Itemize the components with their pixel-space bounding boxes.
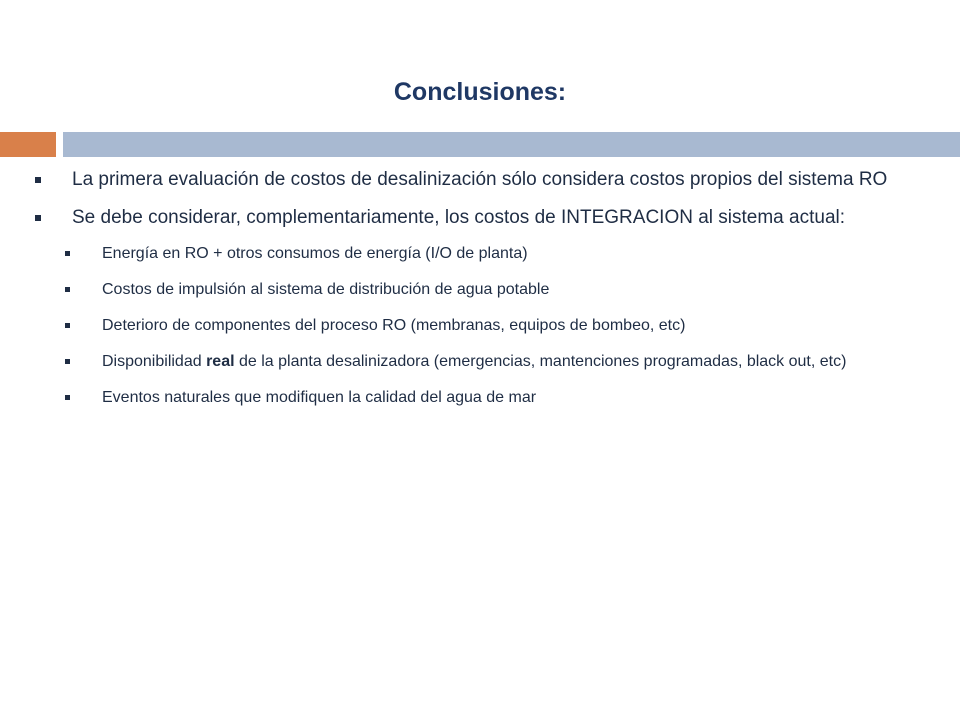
bullet-list xyxy=(32,166,918,422)
square-bullet-icon xyxy=(35,177,41,183)
bullet-text: La primera evaluación de costos de desalinización sólo considera costos propios del sistema RO xyxy=(72,169,888,190)
square-bullet-icon xyxy=(65,287,70,292)
square-bullet-icon xyxy=(65,395,70,400)
sub-bullet-item xyxy=(32,386,918,409)
bullet-item xyxy=(32,166,918,193)
square-bullet-icon xyxy=(65,323,70,328)
slide-title: Conclusiones: xyxy=(393,78,567,106)
bullet-text: Se debe considerar, complementariamente, los costos de INTEGRACION al sistema actual: xyxy=(72,207,846,228)
sub-bullet-text-after: de la planta desalinizadora (emergencias, mantenciones programadas, black out, etc) xyxy=(234,353,847,370)
sub-bullet-text-bold: real xyxy=(206,353,235,370)
sub-bullet-item xyxy=(32,278,918,301)
sub-bullet-item xyxy=(32,350,918,373)
sub-bullet-text: Costos de impulsión al sistema de distribución de agua potable xyxy=(102,281,550,298)
accent-bar-blue xyxy=(63,132,960,157)
sub-bullet-text: Energía en RO + otros consumos de energía (I/O de planta) xyxy=(102,245,528,262)
sub-bullet-text: Eventos naturales que modifiquen la calidad del agua de mar xyxy=(102,389,537,406)
sub-bullet-text xyxy=(102,350,918,373)
square-bullet-icon xyxy=(65,359,70,364)
sub-bullet-text-before: Disponibilidad xyxy=(102,353,207,370)
accent-bar-orange xyxy=(0,132,56,157)
square-bullet-icon xyxy=(65,251,70,256)
bullet-item xyxy=(32,204,918,231)
sub-bullet-text: Deterioro de componentes del proceso RO (membranas, equipos de bombeo, etc) xyxy=(102,317,686,334)
sub-bullet-item xyxy=(32,242,918,265)
sub-bullet-item xyxy=(32,314,918,337)
square-bullet-icon xyxy=(35,215,41,221)
